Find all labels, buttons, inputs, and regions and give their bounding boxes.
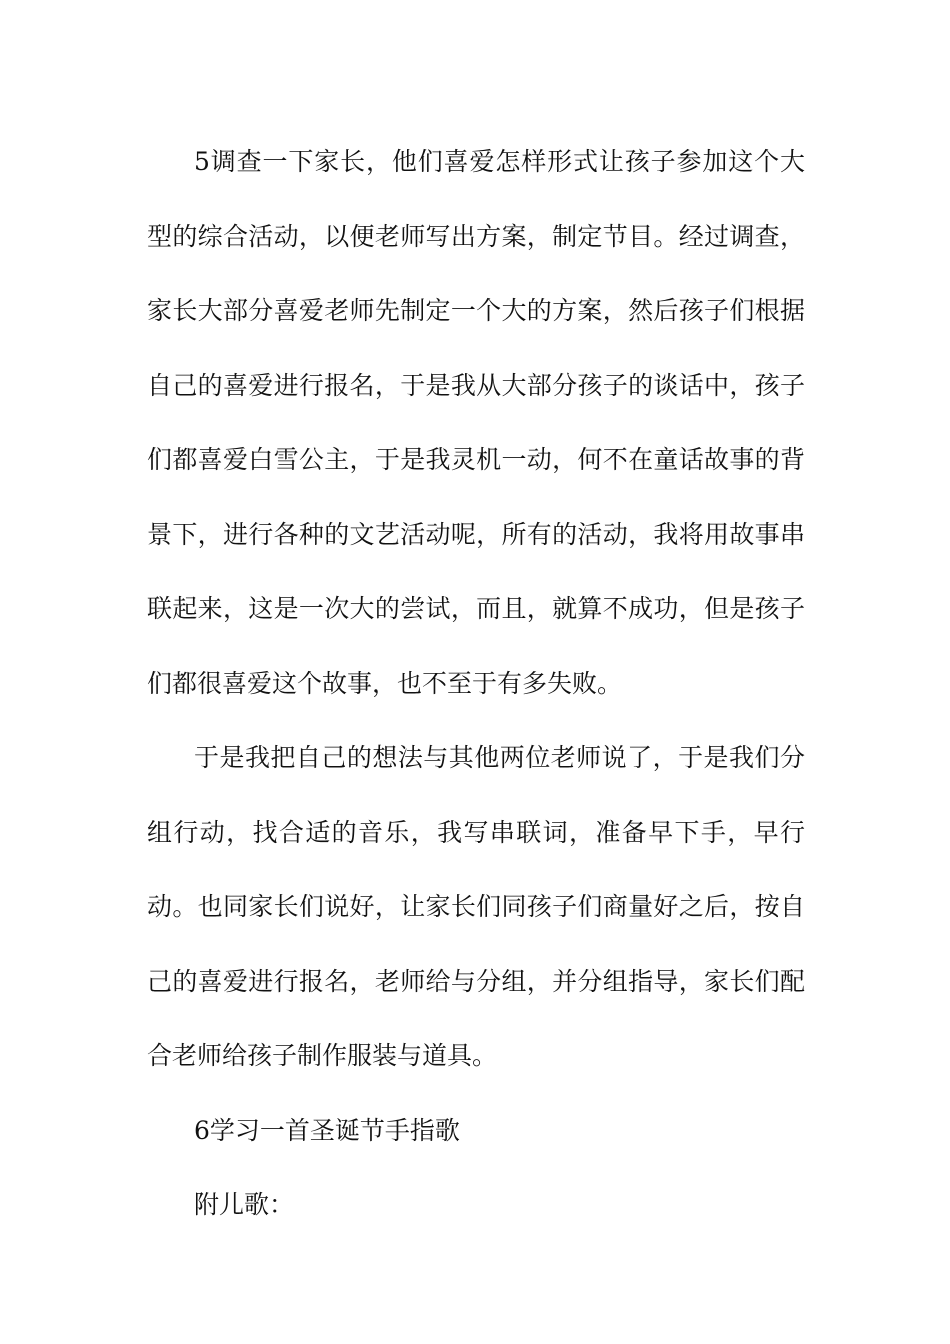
document-body: [147, 125, 805, 1243]
paragraph-nursery-rhyme: 附儿歌：: [194, 1190, 295, 1219]
paragraph-parent-survey: 5调查一下家长，他们喜爱怎样形式让孩子参加这个大型的综合活动，以便老师写出方案，制定节目。经过调查，家长大部分喜爱老师先制定一个大的方案，然后孩子们根据自己的喜爱进行报名，于是我从大部分孩子的谈话中，孩子们都喜爱白雪公主，于是我灵机一动，何不在童话故事的背景下，进行各种的文艺活动呢，所有的活动，我将用故事串联起来，这是一次大的尝试，而且，就算不成功，但是孩子们都很喜爱这个故事，也不至于有多失败。: [147, 147, 805, 698]
paragraph-finger-song: 6学习一首圣诞节手指歌: [194, 1115, 460, 1145]
paragraph-group-planning: 于是我把自己的想法与其他两位老师说了，于是我们分组行动，找合适的音乐，我写串联词，准备早下手，早行动。也同家长们说好，让家长们同孩子们商量好之后，按自己的喜爱进行报名，老师给与分组，并分组指导，家长们配合老师给孩子制作服装与道具。: [147, 743, 805, 1070]
